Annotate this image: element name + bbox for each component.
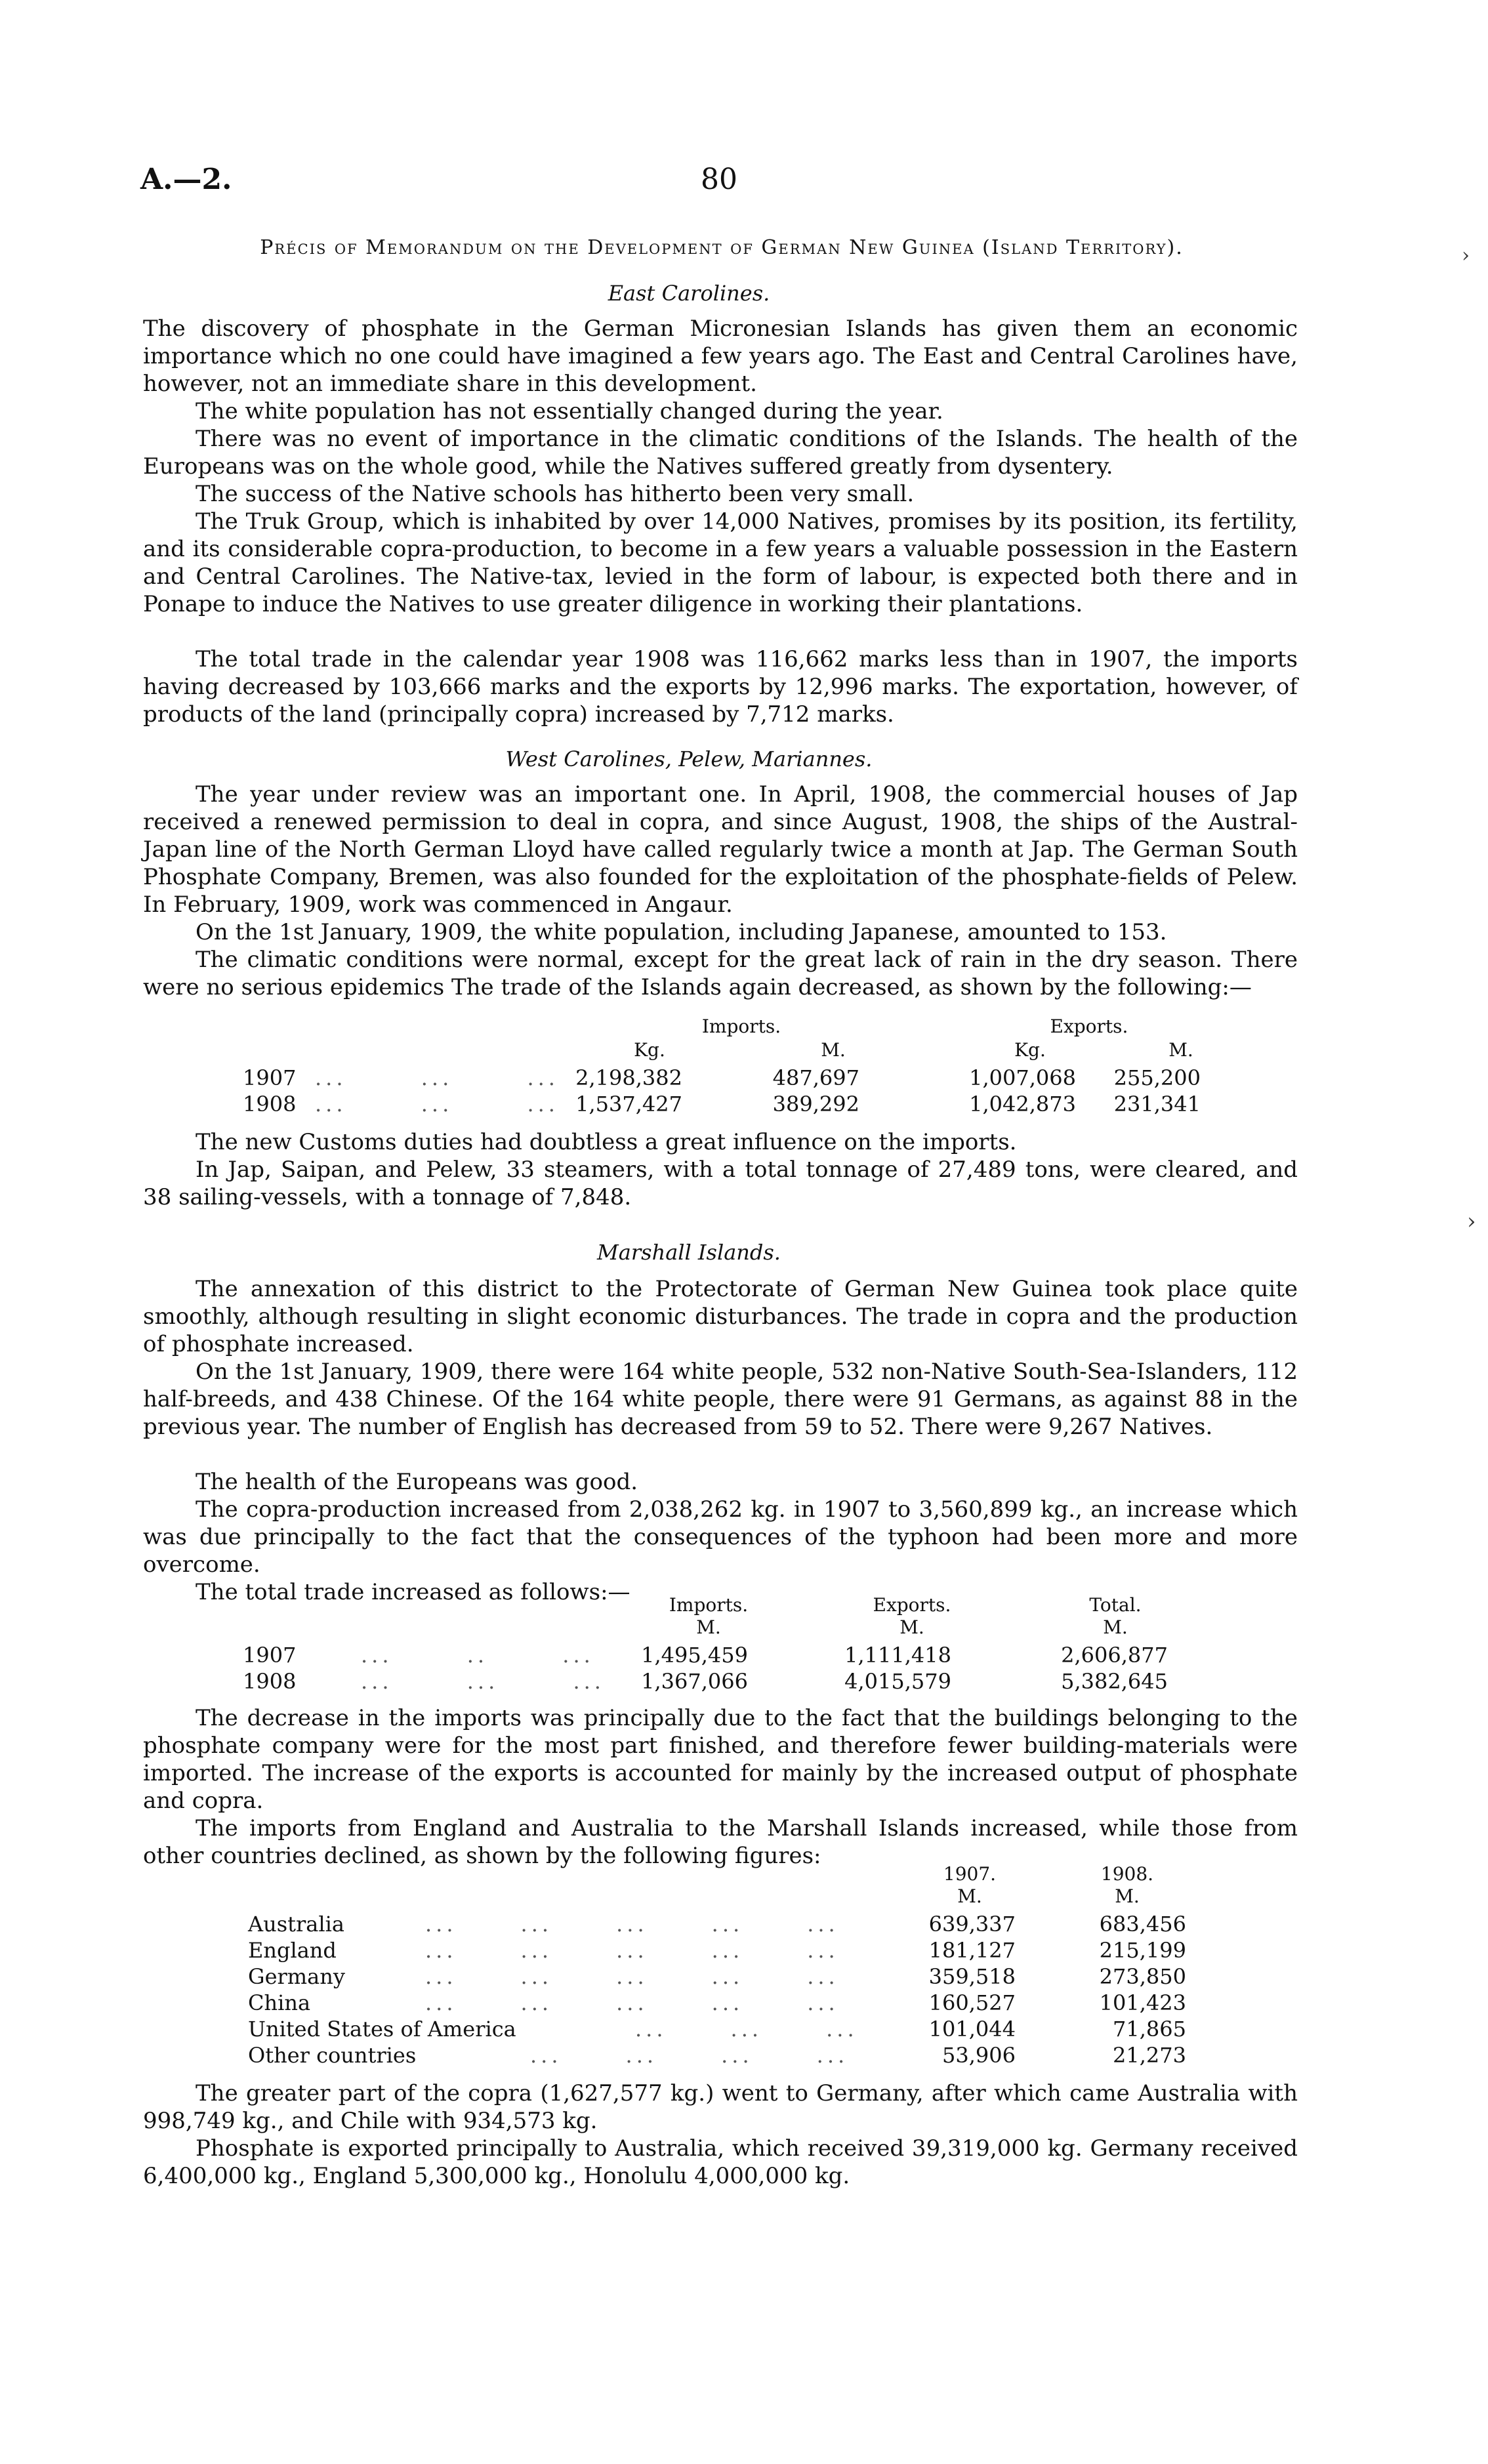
table-row — [243, 1643, 1214, 1669]
paragraph: In Jap, Saipan, and Pelew, 33 steamers, with a total tonnage of 27,489 tons, were cleared, and 38 sailing-vessels, with a tonnage of 7,848. — [143, 1157, 1298, 1210]
page-title: Précis of Memorandum on the Development of German New Guinea (Island Territory). — [260, 236, 1184, 259]
table-row — [248, 1912, 1219, 1938]
exports-kg: 1,042,873 — [969, 1092, 1076, 1117]
value-1907: 181,127 — [928, 1938, 1016, 1963]
paragraph: The copra-production increased from 2,038,262 kg. in 1907 to 3,560,899 kg., an increase which was due principally to the fact that the consequences of the typhoon had been more and more overcome. — [143, 1496, 1298, 1578]
total-m: 5,382,645 — [1061, 1669, 1168, 1694]
exports-m: 1,111,418 — [844, 1643, 951, 1668]
row-country: China — [248, 1990, 311, 2015]
column-unit-m: M. — [957, 1885, 982, 1907]
exports-m: 4,015,579 — [844, 1669, 951, 1694]
value-1907: 160,527 — [928, 1990, 1016, 2015]
leader-dots: ... ... ... ... ... — [425, 1964, 839, 1989]
table-row — [243, 1092, 1214, 1118]
leader-dots: ... ... ... ... ... — [425, 1990, 839, 2015]
paragraph: There was no event of importance in the climatic conditions of the Islands. The health of the Europeans was on the whole good, while the Natives suffered greatly from dysentery. — [143, 426, 1298, 480]
row-country: Germany — [248, 1964, 345, 1989]
leader-dots: ... ... ... — [315, 1065, 559, 1090]
row-year: 1907 — [243, 1643, 297, 1668]
paragraph: The greater part of the copra (1,627,577 kg.) went to Germany, after which came Australia with 998,749 kg., and Chile with 934,573 kg. — [143, 2080, 1298, 2134]
value-1908: 101,423 — [1099, 1990, 1186, 2015]
column-unit-kg: Kg. — [1014, 1039, 1046, 1061]
column-header-1908: 1908. — [1100, 1863, 1154, 1885]
column-unit-m: M. — [696, 1616, 721, 1638]
paragraph: The Truk Group, which is inhabited by over 14,000 Natives, promises by its position, its fertility, and its considerable copra-production, to become in a few years a valuable possession in the Eastern and Central Carolines. The Native-tax, levied in the form of labour, is expected both there and in Ponape to induce the Natives to use greater diligence in working their plantations. — [143, 508, 1298, 617]
exports-m: 255,200 — [1113, 1065, 1201, 1090]
exports-kg: 1,007,068 — [969, 1065, 1076, 1090]
leader-dots: ... .. ... — [361, 1643, 594, 1668]
table-row — [248, 2043, 1219, 2069]
paragraph: The new Customs duties had doubtless a great influence on the imports. — [196, 1129, 1017, 1155]
column-unit-m: M. — [821, 1039, 846, 1061]
imports-m: 487,697 — [772, 1065, 859, 1090]
paragraph: The year under review was an important one. In April, 1908, the commercial houses of Jap received a renewed permission to deal in copra, and since August, 1908, the ships of the Austral-Japan line of the North German Lloyd have called regularly twice a month at Jap. The German South Phosphate Company, Bremen, was also founded for the exploitation of the phosphate-fields of Pelew. In February, 1909, work was commenced in Angaur. — [143, 781, 1298, 918]
section-heading-west-carolines: West Carolines, Pelew, Mariannes. — [505, 747, 873, 771]
imports-kg: 1,537,427 — [575, 1092, 682, 1117]
value-1908: 215,199 — [1099, 1938, 1186, 1963]
column-unit-m: M. — [1103, 1616, 1128, 1638]
leader-dots: ... ... ... ... ... — [425, 1938, 839, 1963]
imports-kg: 2,198,382 — [575, 1065, 682, 1090]
paragraph: Phosphate is exported principally to Australia, which received 39,319,000 kg. Germany received 6,400,000 kg., England 5,300,000 kg., Honolulu 4,000,000 kg. — [143, 2135, 1298, 2189]
section-heading-east-carolines: East Carolines. — [608, 281, 770, 306]
paragraph: The white population has not essentially changed during the year. — [196, 398, 943, 424]
row-country: United States of America — [248, 2017, 516, 2042]
margin-mark: › — [1467, 1208, 1476, 1235]
value-1908: 273,850 — [1099, 1964, 1186, 1989]
value-1907: 53,906 — [942, 2043, 1016, 2068]
margin-mark: › — [1462, 244, 1470, 267]
section-heading-marshall-islands: Marshall Islands. — [597, 1240, 781, 1265]
row-country: Other countries — [248, 2043, 417, 2068]
leader-dots: ... ... ... — [315, 1092, 559, 1117]
table-row — [243, 1065, 1214, 1092]
total-m: 2,606,877 — [1061, 1643, 1168, 1668]
paragraph: The health of the Europeans was good. — [196, 1469, 638, 1495]
table-row — [248, 1990, 1219, 2017]
row-year: 1908 — [243, 1669, 297, 1694]
row-year: 1907 — [243, 1065, 297, 1090]
paragraph: The annexation of this district to the Protectorate of German New Guinea took place quite smoothly, although resulting in slight economic disturbances. The trade in copra and the production of phosphate increased. — [143, 1276, 1298, 1357]
table-row — [248, 2017, 1219, 2043]
value-1907: 101,044 — [928, 2017, 1016, 2042]
imports-m: 1,495,459 — [641, 1643, 748, 1668]
paragraph: On the 1st January, 1909, the white population, including Japanese, amounted to 153. — [196, 919, 1167, 945]
imports-m: 1,367,066 — [641, 1669, 748, 1694]
value-1908: 71,865 — [1113, 2017, 1186, 2042]
table-row — [248, 1938, 1219, 1964]
value-1908: 683,456 — [1099, 1912, 1186, 1937]
value-1908: 21,273 — [1113, 2043, 1186, 2068]
column-header-imports: Imports. — [669, 1594, 749, 1616]
table-row — [248, 1964, 1219, 1990]
column-unit-m: M. — [899, 1616, 924, 1638]
row-year: 1908 — [243, 1092, 297, 1117]
page-number: 80 — [701, 163, 737, 196]
column-group-exports: Exports. — [1050, 1016, 1128, 1037]
column-group-imports: Imports. — [701, 1016, 781, 1037]
value-1907: 359,518 — [928, 1964, 1016, 1989]
paragraph: The discovery of phosphate in the German Micronesian Islands has given them an economic importance which no one could have imagined a few years ago. The East and Central Carolines have, however, not an immediate share in this development. — [143, 316, 1298, 397]
column-header-exports: Exports. — [873, 1594, 951, 1616]
column-unit-m: M. — [1115, 1885, 1140, 1907]
paragraph: The total trade increased as follows:— — [196, 1579, 630, 1605]
leader-dots: ... ... ... ... ... — [425, 1912, 839, 1937]
column-unit-kg: Kg. — [634, 1039, 665, 1061]
row-country: Australia — [248, 1912, 344, 1937]
leader-dots: ... ... ... ... — [530, 2043, 849, 2068]
table-row — [243, 1669, 1214, 1695]
imports-m: 389,292 — [772, 1092, 859, 1117]
series-number: A.—2. — [140, 163, 232, 196]
paragraph: The success of the Native schools has hitherto been very small. — [196, 481, 915, 507]
exports-m: 231,341 — [1113, 1092, 1201, 1117]
column-unit-m: M. — [1168, 1039, 1193, 1061]
paragraph: On the 1st January, 1909, there were 164 white people, 532 non-Native South-Sea-Islanders, 112 half-breeds, and 438 Chinese. Of the 164 white people, there were 91 Germans, as against 88 in the previous year. The number of English has decreased from 59 to 52. There were 9,267 Natives. — [143, 1359, 1298, 1440]
leader-dots: ... ... ... — [635, 2017, 858, 2042]
row-country: England — [248, 1938, 337, 1963]
column-header-1907: 1907. — [943, 1863, 997, 1885]
paragraph: The imports from England and Australia to the Marshall Islands increased, while those from other countries declined, as shown by the following figures: — [143, 1815, 1298, 1869]
leader-dots: ... ... ... — [361, 1669, 605, 1694]
column-header-total: Total. — [1089, 1594, 1142, 1616]
paragraph: The decrease in the imports was principally due to the fact that the buildings belonging to the phosphate company were for the most part finished, and therefore fewer building-materials were imported. The increase of the exports is accounted for mainly by the increased output of phosphate and copra. — [143, 1705, 1298, 1814]
value-1907: 639,337 — [928, 1912, 1016, 1937]
paragraph: The total trade in the calendar year 1908 was 116,662 marks less than in 1907, the imports having decreased by 103,666 marks and the exports by 12,996 marks. The exportation, however, of products of the land (principally copra) increased by 7,712 marks. — [143, 646, 1298, 728]
paragraph: The climatic conditions were normal, except for the great lack of rain in the dry season. There were no serious epidemics The trade of the Islands again decreased, as shown by the following:— — [143, 947, 1298, 1000]
